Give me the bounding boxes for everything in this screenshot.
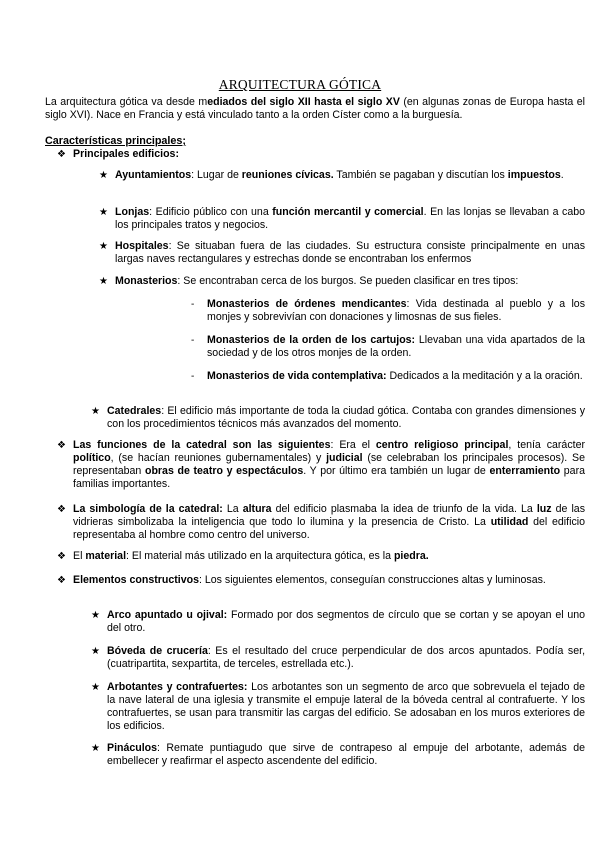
item-arco xyxy=(107,609,585,635)
funciones-bold: enterramiento xyxy=(489,465,561,477)
diamond-bullet-icon: ❖ xyxy=(57,551,66,562)
intro-text-2: (en algunas zonas de Europa hasta el siglo XVI). Nace en Francia y está vinculado tanto a la orden Císter como a la burguesía. xyxy=(45,96,585,121)
item-name: Lonjas xyxy=(115,206,150,218)
item-ayuntamientos xyxy=(115,169,585,182)
item-arbotantes xyxy=(107,681,585,733)
material-text: : El material más utilizado en la arquitectura gótica, es la xyxy=(126,550,394,562)
sub-item-name: Monasterios de la orden de los cartujos: xyxy=(207,334,416,346)
item-text: : Edificio público con una xyxy=(149,206,273,218)
star-bullet-icon: ★ xyxy=(91,743,100,754)
funciones-paragraph xyxy=(73,439,585,491)
item-name: Arbotantes y contrafuertes: xyxy=(107,681,248,693)
star-bullet-icon: ★ xyxy=(99,241,108,252)
material-bold: piedra. xyxy=(393,550,429,562)
item-text: : Remate puntiagudo que sirve de contrapeso al empuje del arbotante, además de embellecer y reafirmar el aspecto ascendente del edificio. xyxy=(107,742,585,767)
item-text: . En las lonjas se llevaban a cabo los principales tratos y negocios. xyxy=(115,206,585,231)
simbologia-text: del edificio representaba al hombre como centro del universo. xyxy=(73,516,586,541)
diamond-bullet-icon: ❖ xyxy=(57,149,66,160)
item-hospitales xyxy=(115,240,585,266)
funciones-text: : Era el xyxy=(330,439,376,451)
item-monasterios xyxy=(115,275,585,288)
simbologia-text: del edificio plasmaba la idea de triunfo de la vida. La xyxy=(271,503,537,515)
item-name: Pináculos xyxy=(107,742,158,754)
intro-bold-dates: ediados del siglo XII hasta el siglo XV xyxy=(207,96,400,108)
item-text: También se pagaban y discutían los xyxy=(333,169,508,181)
simbologia-bold: La simbología de la catedral: xyxy=(73,503,223,515)
funciones-text: . Y por último era también un lugar de xyxy=(303,465,490,477)
elementos-paragraph xyxy=(73,574,585,587)
sub-item-text: Dedicados a la meditación y a la oración. xyxy=(386,370,583,382)
dash-bullet-icon: - xyxy=(191,335,195,346)
funciones-bold: político xyxy=(73,452,111,464)
simbologia-bold: luz xyxy=(536,503,552,515)
material-paragraph xyxy=(73,550,585,563)
buildings-heading xyxy=(73,148,373,161)
item-text: : Se encontraban cerca de los burgos. Se pueden clasificar en tres tipos: xyxy=(177,275,519,287)
sub-item-name: Monasterios de vida contemplativa: xyxy=(207,370,387,382)
elementos-text: : Los siguientes elementos, conseguían construcciones altas y luminosas. xyxy=(198,574,546,586)
funciones-text: para familias importantes. xyxy=(73,465,585,490)
diamond-bullet-icon: ❖ xyxy=(57,440,66,451)
buildings-heading-text: Principales edificios: xyxy=(73,148,179,160)
sub-item-contemplativa xyxy=(207,370,585,383)
sub-item-mendicantes xyxy=(207,298,585,324)
item-name: Catedrales xyxy=(107,405,162,417)
item-name: Hospitales xyxy=(115,240,169,252)
item-text: : Se situaban fuera de las ciudades. Su estructura consiste principalmente en unas largas naves rectangulares y estrechas donde se encontraban los enfermos xyxy=(115,240,585,265)
item-bold: impuestos xyxy=(507,169,561,181)
diamond-bullet-icon: ❖ xyxy=(57,504,66,515)
item-bold: función mercantil y comercial xyxy=(272,206,424,218)
item-text: Formado por dos segmentos de círculo que se cortan y se apoyan el uno del otro. xyxy=(107,609,586,634)
dash-bullet-icon: - xyxy=(191,299,195,310)
item-pinaculos xyxy=(107,742,585,768)
star-bullet-icon: ★ xyxy=(91,682,100,693)
simbologia-text: de las vidrieras simbolizaba la inteligencia que todo lo ilumina y la presencia de Cristo. La xyxy=(73,503,585,528)
sub-item-cartujos xyxy=(207,334,585,360)
intro-text-1: La arquitectura gótica va desde m xyxy=(45,96,208,108)
sub-item-text: : Vida destinada al pueblo y a los monjes y sobrevivían con donaciones y limosnas de sus fieles. xyxy=(207,298,585,323)
item-name: Arco apuntado u ojival: xyxy=(107,609,228,621)
dash-bullet-icon: - xyxy=(191,371,195,382)
item-text: : El edificio más importante de toda la ciudad gótica. Contaba con grandes dimensiones y con los procedimientos técnicos más avanzados del momento. xyxy=(107,405,585,430)
star-bullet-icon: ★ xyxy=(99,276,108,287)
sub-item-text: Llevaban una vida apartados de la sociedad y de los otros monjes de la orden. xyxy=(207,334,586,359)
item-name: Monasterios xyxy=(115,275,178,287)
elementos-heading: Elementos constructivos xyxy=(73,574,199,586)
star-bullet-icon: ★ xyxy=(91,646,100,657)
funciones-bold: Las funciones de la catedral son las siguientes xyxy=(73,439,331,451)
sub-item-name: Monasterios de órdenes mendicantes xyxy=(207,298,407,310)
material-bold: material xyxy=(85,550,127,562)
funciones-text: (se celebraban los principales procesos). Se representaban xyxy=(73,452,585,477)
item-text: Los arbotantes son un segmento de arco que sobrevuela el tejado de la nave lateral de una iglesia y transmite el empuje lateral de la bóveda central al contrafuerte. Y los contrafuertes, se usan para transmitir las cargas del edificio. Se adosaban en los muros exteriores de los edificios. xyxy=(107,681,585,732)
star-bullet-icon: ★ xyxy=(91,610,100,621)
item-text: : Es el resultado del cruce perpendicular de dos arcos apuntados. Podía ser, (cuatripartita, sexpartita, de terceles, estrellada etc.). xyxy=(107,645,586,670)
item-lonjas xyxy=(115,206,585,232)
funciones-text: , (se hacían reuniones gubernamentales) y xyxy=(110,452,327,464)
intro-paragraph xyxy=(45,96,585,122)
item-text: : Lugar de xyxy=(191,169,242,181)
star-bullet-icon: ★ xyxy=(99,207,108,218)
simbologia-paragraph xyxy=(73,503,585,542)
simbologia-text: La xyxy=(222,503,243,515)
star-bullet-icon: ★ xyxy=(91,406,100,417)
item-boveda xyxy=(107,645,585,671)
simbologia-bold: altura xyxy=(242,503,272,515)
funciones-bold: centro religioso principal xyxy=(375,439,509,451)
star-bullet-icon: ★ xyxy=(99,170,108,181)
funciones-text: , tenía carácter xyxy=(508,439,585,451)
section-heading: Características principales; xyxy=(45,135,187,147)
item-name: Bóveda de crucería xyxy=(107,645,208,657)
item-text: . xyxy=(560,169,564,181)
page-title: ARQUITECTURA GÓTICA xyxy=(218,77,382,92)
funciones-bold: obras de teatro y espectáculos xyxy=(144,465,304,477)
diamond-bullet-icon: ❖ xyxy=(57,575,66,586)
item-bold: reuniones cívicas. xyxy=(241,169,334,181)
simbologia-bold: utilidad xyxy=(490,516,529,528)
funciones-bold: judicial xyxy=(326,452,363,464)
item-catedrales xyxy=(107,405,585,431)
material-text: El xyxy=(73,550,86,562)
item-name: Ayuntamientos xyxy=(115,169,192,181)
